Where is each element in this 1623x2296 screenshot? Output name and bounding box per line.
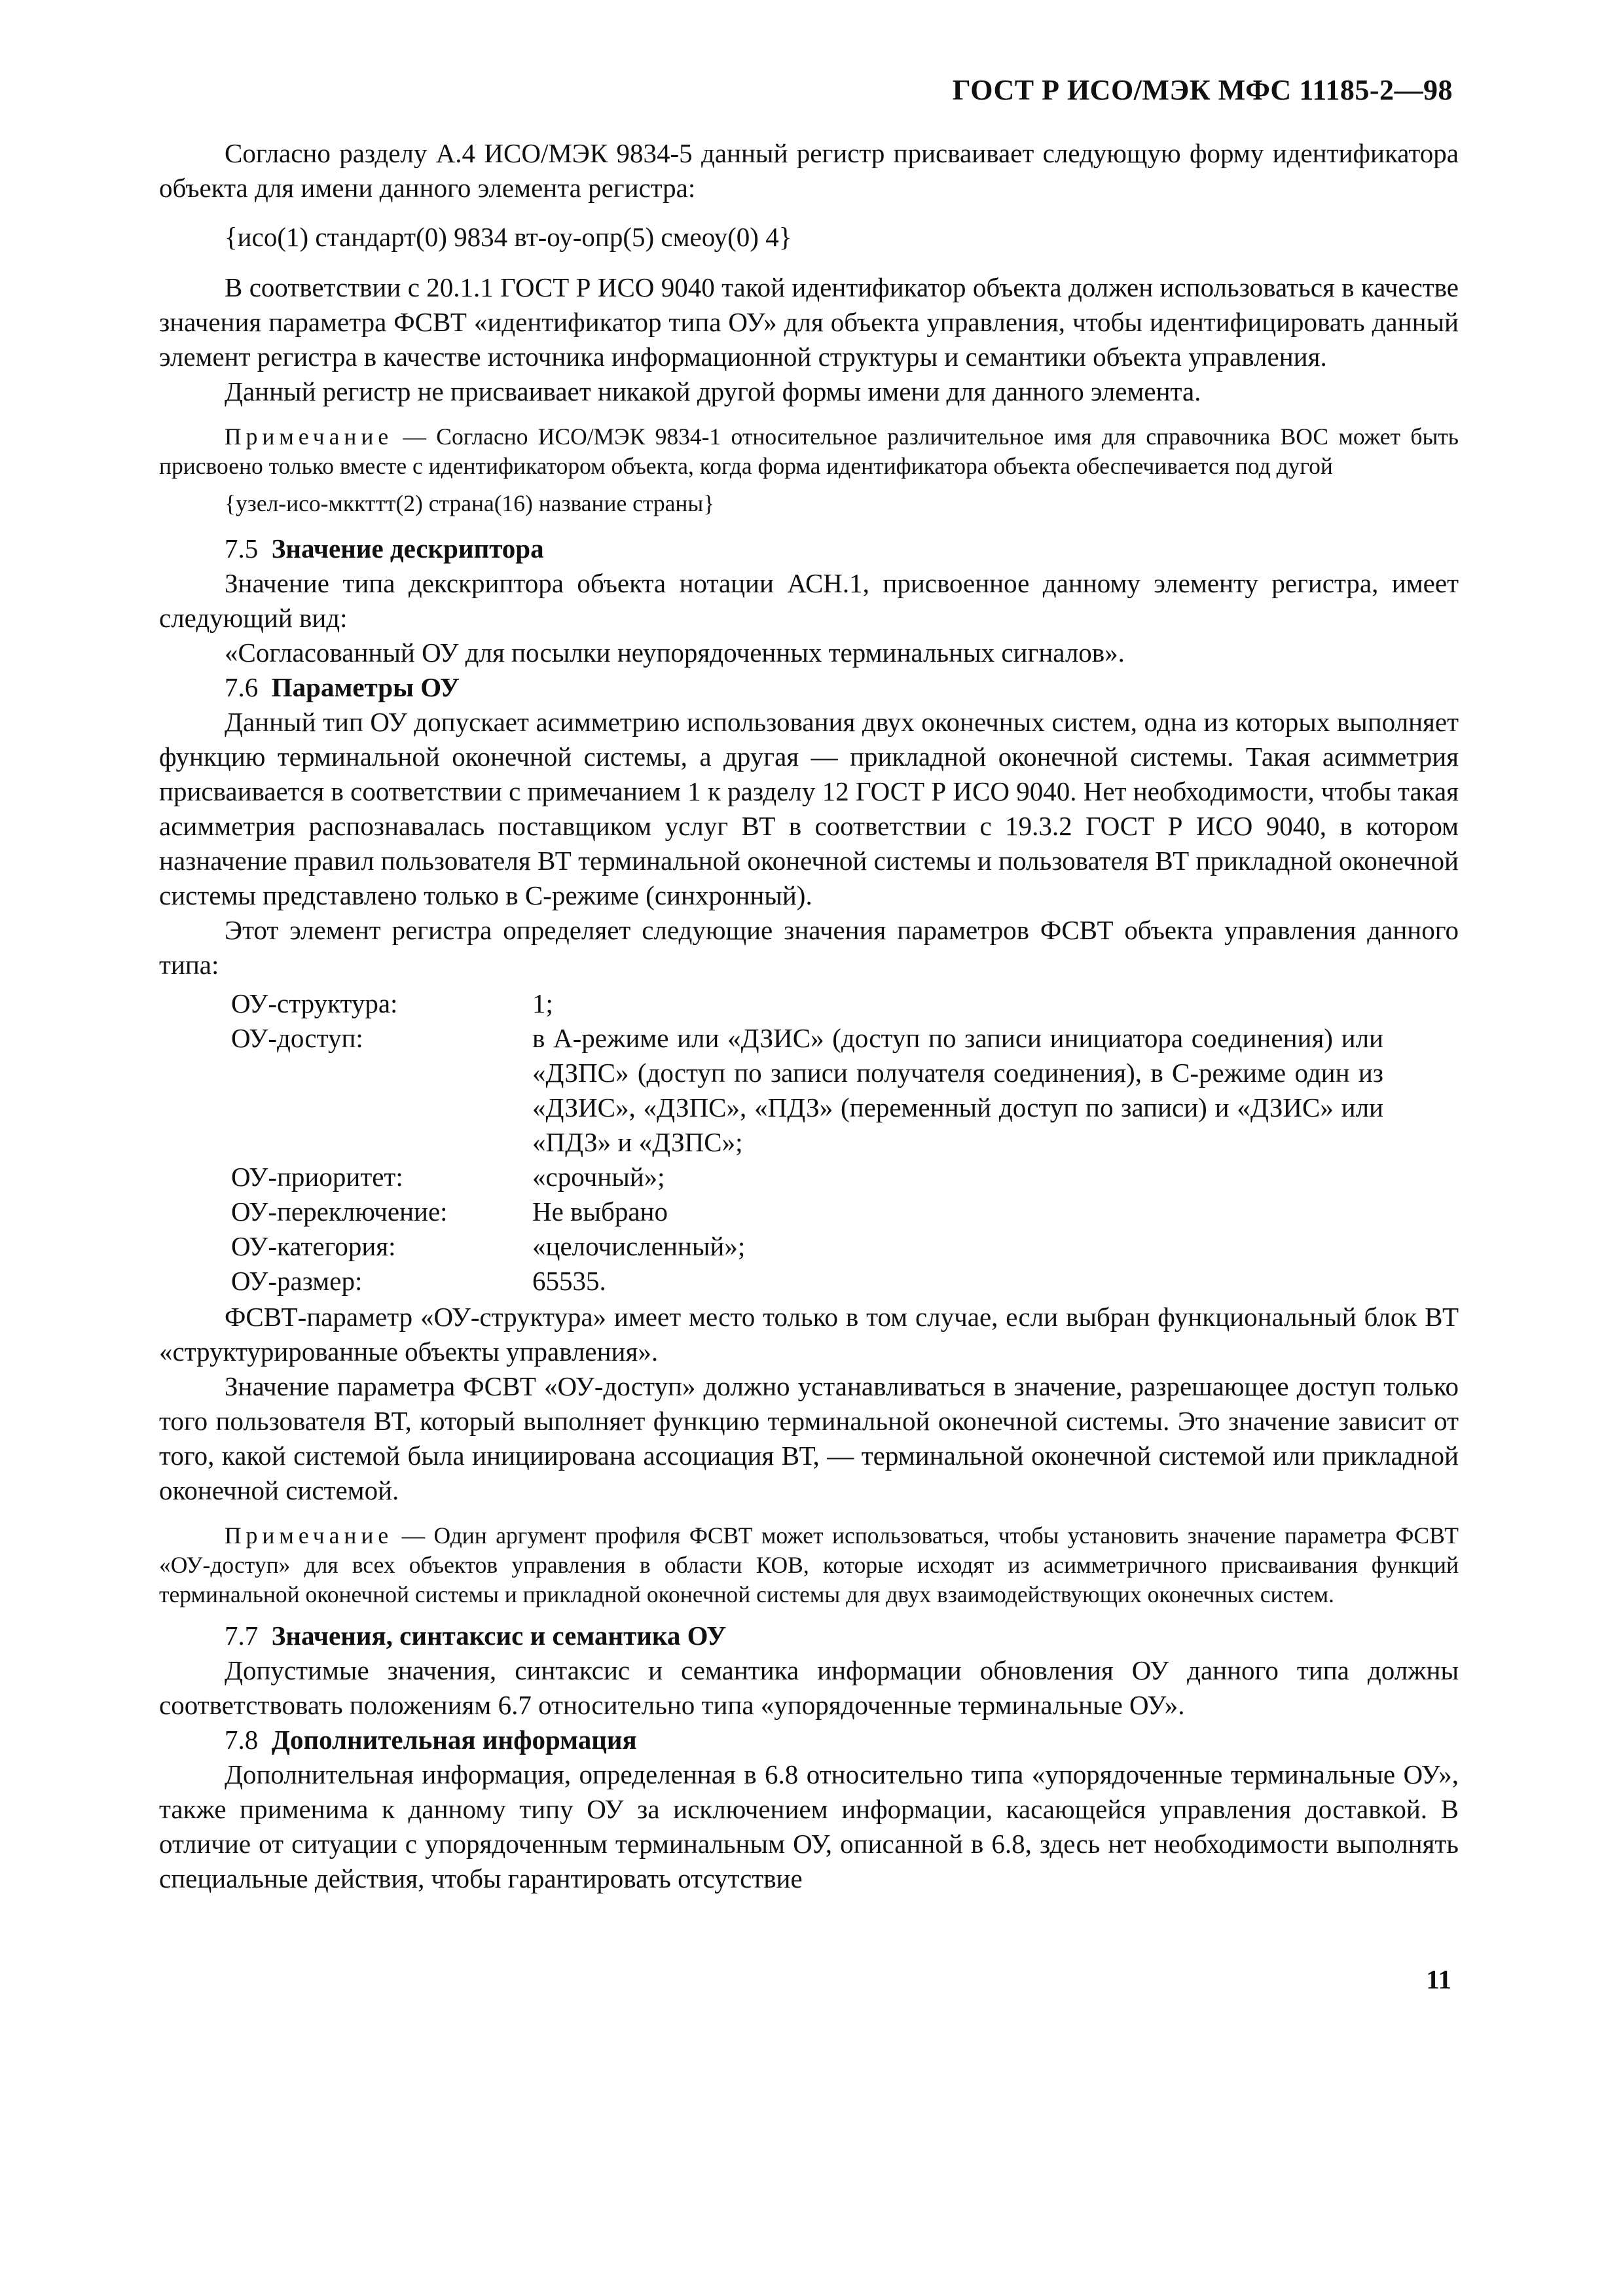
section-7-6-paragraph-4: Значение параметра ФСВТ «ОУ-доступ» должно устанавливаться в значение, разрешающее доступ только того пользователя ВТ, который выполняет функцию терминальной оконечной системы. Это значение зависит от того, какой системой была инициирована ассоциация ВТ, — терминальной оконечной системой или прикладной оконечной системой. bbox=[159, 1371, 1459, 1505]
section-7-7-paragraph-1: Допустимые значения, синтаксис и семантика информации обновления ОУ данного типа должны соответствовать положениям 6.7 относительно типа «упорядоченные терминальные ОУ». bbox=[159, 1655, 1459, 1720]
section-7-6-paragraph-2: Этот элемент регистра определяет следующие значения параметров ФСВТ объекта управления данного типа: bbox=[159, 915, 1459, 980]
parameter-value: 1; bbox=[532, 988, 553, 1018]
section-7-5-paragraph-1: Значение типа декскриптора объекта нотации АСН.1, присвоенное данному элементу регистра, имеет следующий вид: bbox=[159, 568, 1459, 633]
section-7-6-paragraph-1: Данный тип ОУ допускает асимметрию использования двух оконечных систем, одна из которых выполняет функцию терминальной оконечной системы, а другая — прикладной оконечной системы. Такая асимметрия присваивается в соответствии с примечанием 1 к разделу 12 ГОСТ Р ИСО 9040. Нет необходимости, чтобы такая асимметрия распознавалась поставщиком услуг ВТ в соответствии с 19.3.2 ГОСТ Р ИСО 9040, в котором назначение правил пользователя ВТ терминальной оконечной системы и пользователя ВТ прикладной оконечной системы представлено только в С-режиме (синхронный). bbox=[159, 707, 1459, 910]
section-7-5-heading bbox=[159, 531, 1459, 566]
parameter-value: 65535. bbox=[532, 1266, 606, 1296]
note-1-text: — Согласно ИСО/МЭК 9834-1 относительное различительное имя для справочника ВОС может быть присвоено только вместе с идентификатором объекта, когда форма идентификатора объекта обеспечивается под дугой bbox=[159, 423, 1459, 479]
note-2-label: Примечание bbox=[225, 1522, 393, 1549]
parameter-label: ОУ-приоритет: bbox=[231, 1162, 403, 1192]
section-7-7-title: Значения, синтаксис и семантика ОУ bbox=[271, 1621, 727, 1651]
section-7-7-number: 7.7 bbox=[225, 1621, 259, 1651]
parameter-label: ОУ-структура: bbox=[231, 988, 398, 1018]
parameter-label: ОУ-размер: bbox=[231, 1266, 363, 1296]
parameter-label: ОУ-переключение: bbox=[231, 1196, 448, 1227]
standard-header: ГОСТ Р ИСО/МЭК МФС 11185-2—98 bbox=[952, 74, 1453, 106]
page-number: 11 bbox=[1426, 1964, 1451, 1994]
parameter-value: в А-режиме или «ДЗИС» (доступ по записи инициатора соединения) или «ДЗПС» (доступ по записи получателя соединения), в С-режиме один из «ДЗИС», «ДЗПС», «ПДЗ» (переменный доступ по записи) и «ДЗИС» или «ПДЗ» и «ДЗПС»; bbox=[532, 1023, 1383, 1157]
section-7-5-number: 7.5 bbox=[225, 533, 259, 564]
section-7-8-heading bbox=[159, 1723, 1459, 1757]
parameter-row bbox=[159, 1229, 1459, 1264]
note-2-text: — Один аргумент профиля ФСВТ может использоваться, чтобы установить значение параметра ФСВТ «ОУ-доступ» для всех объектов управления в области КОВ, которые исходят из асимметричного присваивания функций терминальной оконечной системы и прикладной оконечной системы для двух взаимодействующих оконечных систем. bbox=[159, 1522, 1459, 1607]
parameter-label: ОУ-категория: bbox=[231, 1231, 396, 1261]
page-content bbox=[159, 136, 1459, 1896]
section-7-6-heading bbox=[159, 670, 1459, 705]
parameter-list bbox=[159, 986, 1459, 1299]
parameter-row bbox=[159, 1194, 1459, 1229]
section-7-6-paragraph-3: ФСВТ-параметр «ОУ-структура» имеет место только в том случае, если выбран функциональный блок ВТ «структурированные объекты управления». bbox=[159, 1302, 1459, 1367]
section-7-6-title: Параметры ОУ bbox=[271, 672, 460, 702]
note-1-label: Примечание bbox=[225, 423, 393, 450]
parameter-value: Не выбрано bbox=[532, 1196, 668, 1227]
section-7-8-title: Дополнительная информация bbox=[271, 1725, 637, 1755]
intro-paragraph-1: Согласно разделу А.4 ИСО/МЭК 9834-5 данный регистр присваивает следующую форму идентификатора объекта для имени данного элемента регистра: bbox=[159, 138, 1459, 203]
parameter-value: «срочный»; bbox=[532, 1162, 665, 1192]
parameter-row bbox=[159, 986, 1459, 1021]
intro-paragraph-2: В соответствии с 20.1.1 ГОСТ Р ИСО 9040 такой идентификатор объекта должен использоваться в качестве значения параметра ФСВТ «идентификатор типа ОУ» для объекта управления, чтобы идентифицировать данный элемент регистра в качестве источника информационной структуры и семантики объекта управления. bbox=[159, 272, 1459, 372]
section-7-8-number: 7.8 bbox=[225, 1725, 259, 1755]
note-1 bbox=[159, 422, 1459, 481]
intro-paragraph-3: Данный регистр не присваивает никакой другой формы имени для данного элемента. bbox=[225, 376, 1201, 406]
note-2 bbox=[159, 1521, 1459, 1609]
section-7-8-paragraph-1: Дополнительная информация, определенная в 6.8 относительно типа «упорядоченные терминальные ОУ», также применима к данному типу ОУ за исключением информации, касающейся управления доставкой. В отличие от ситуации с упорядоченным терминальным ОУ, описанной в 6.8, здесь нет необходимости выполнять специальные действия, чтобы гарантировать отсутствие bbox=[159, 1759, 1459, 1893]
section-7-7-heading bbox=[159, 1619, 1459, 1653]
section-7-5-title: Значение дескриптора bbox=[271, 533, 544, 564]
section-7-6-number: 7.6 bbox=[225, 672, 259, 702]
note-1-formula: {узел-исо-мккттт(2) страна(16) название страны} bbox=[225, 490, 715, 516]
parameter-value: «целочисленный»; bbox=[532, 1231, 746, 1261]
parameter-label: ОУ-доступ: bbox=[231, 1023, 363, 1053]
parameter-row bbox=[159, 1021, 1459, 1160]
object-identifier-formula: {исо(1) стандарт(0) 9834 вт-оу-опр(5) смеоу(0) 4} bbox=[225, 222, 792, 252]
parameter-row bbox=[159, 1160, 1459, 1194]
parameter-row bbox=[159, 1264, 1459, 1299]
section-7-5-paragraph-2: «Согласованный ОУ для посылки неупорядоченных терминальных сигналов». bbox=[225, 637, 1125, 668]
